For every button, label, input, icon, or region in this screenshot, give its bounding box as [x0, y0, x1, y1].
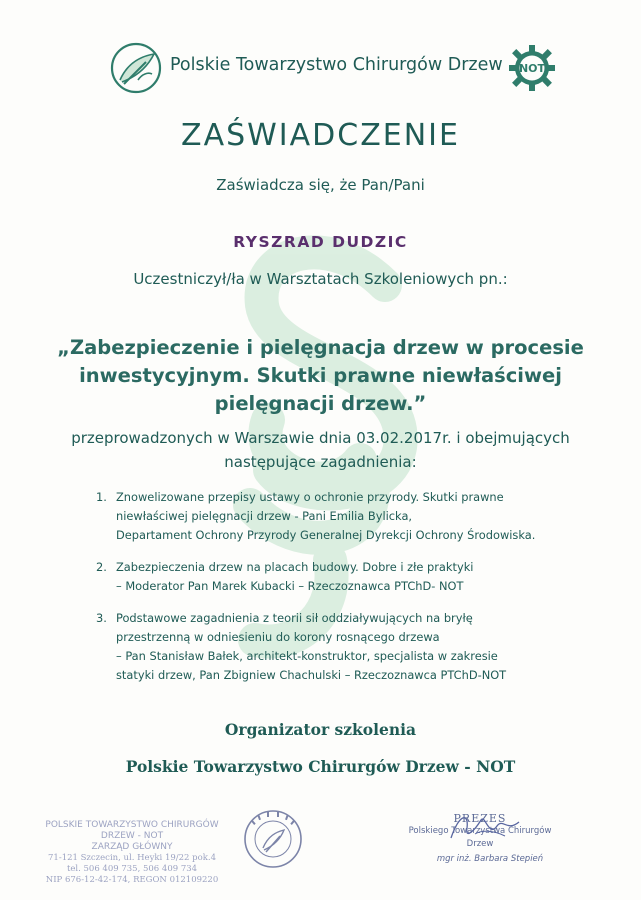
- participant-name: RYSZRAD DUDZIC: [233, 233, 408, 251]
- ptchd-tree-logo-icon: [108, 40, 164, 96]
- topics-list: [96, 488, 576, 698]
- topic-line: Zabezpieczenia drzew na placach budowy. Dobre i złe praktyki: [116, 560, 474, 574]
- stamp-line: POLSKIE TOWARZYSTWO CHIRURGÓW DRZEW - NOT: [45, 820, 219, 841]
- document-title: ZAŚWIADCZENIE: [181, 118, 460, 153]
- topic-line: Podstawowe zagadnienia z teorii sił oddziaływujących na bryłę: [116, 611, 473, 625]
- stamp-line: tel. 506 409 735, 506 409 734: [66, 864, 198, 874]
- topic-line: niewłaściwej pielęgnacji drzew - Pani Emilia Bylicka,: [116, 509, 413, 523]
- course-title-line-1: „Zabezpieczenie i pielęgnacja drzew w procesie: [57, 336, 584, 359]
- topic-line: Znowelizowane przepisy ustawy o ochronie przyrody. Skutki prawne: [116, 490, 504, 504]
- signature-icon: [445, 808, 525, 848]
- organization-address-stamp: [32, 820, 232, 886]
- topic-number: 3.: [96, 611, 107, 625]
- header-organization-name: Polskie Towarzystwo Chirurgów Drzew: [170, 55, 503, 75]
- topic-number: 1.: [96, 490, 107, 504]
- topic-number: 2.: [96, 560, 107, 574]
- stamp-line: NIP 676-12-42-174, REGON 012109220: [45, 875, 219, 885]
- round-seal-icon: [242, 808, 304, 870]
- list-item: [96, 488, 576, 545]
- topic-line: przestrzenną w odniesieniu do korony rosnącego drzewa: [116, 630, 440, 644]
- signatory-name: mgr inż. Barbara Stepień: [436, 854, 544, 864]
- conducted-line-1: przeprowadzonych w Warszawie dnia 03.02.2017r. i obejmujących: [71, 429, 570, 447]
- participation-line: Uczestniczył/ła w Warsztatach Szkoleniowych pn.:: [133, 270, 508, 288]
- list-item: [96, 558, 576, 596]
- course-title-line-3: pielęgnacji drzew.”: [214, 392, 427, 415]
- stamp-organization: Polskiego Towarzystwa Chirurgów Drzew: [408, 826, 552, 849]
- organizer-label: Organizator szkolenia: [224, 720, 417, 739]
- course-title-line-2: inwestycyjnym. Skutki prawne niewłaściwej: [79, 364, 562, 387]
- not-gear-logo-icon: [508, 44, 556, 92]
- not-badge-text: NOT: [518, 62, 546, 75]
- stamp-line: ZARZĄD GŁÓWNY: [91, 842, 173, 852]
- stamp-line: 71-121 Szczecin, ul. Heyki 19/22 pok.4: [48, 853, 216, 863]
- organizer-name: Polskie Towarzystwo Chirurgów Drzew - NOT: [125, 757, 516, 776]
- topic-line: Departament Ochrony Przyrody Generalnej Dyrekcji Ochrony Środowiska.: [116, 528, 536, 542]
- conducted-line-2: następujące zagadnienia:: [224, 453, 417, 471]
- certifies-line: Zaświadcza się, że Pan/Pani: [216, 176, 425, 194]
- topic-line: – Moderator Pan Marek Kubacki – Rzeczoznawca PTChD- NOT: [116, 579, 464, 593]
- topic-line: – Pan Stanisław Bałek, architekt-konstruktor, specjalista w zakresie: [116, 649, 498, 663]
- topic-line: statyki drzew, Pan Zbigniew Chachulski – Rzeczoznawca PTChD-NOT: [116, 668, 507, 682]
- list-item: [96, 609, 576, 685]
- stamp-role: PREZES: [453, 812, 507, 825]
